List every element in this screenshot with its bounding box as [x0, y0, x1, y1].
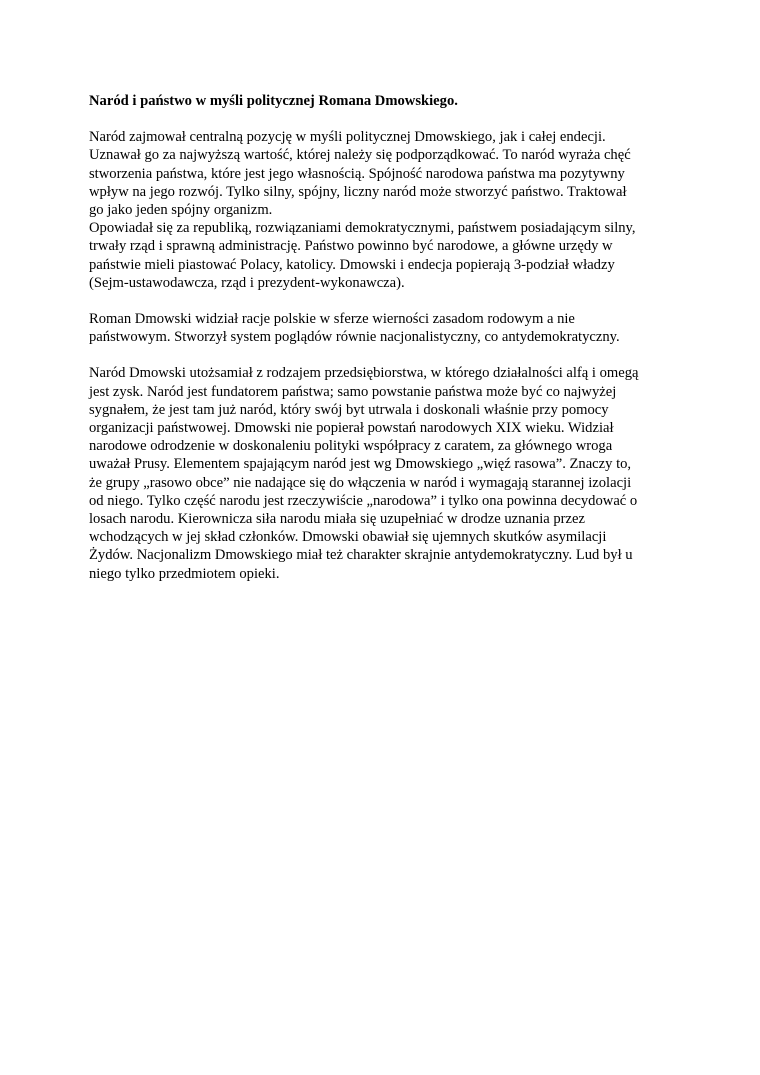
text-line: Roman Dmowski widział racje polskie w sferze wierności zasadom rodowym a nie: [89, 311, 575, 328]
text-line: jest zysk. Naród jest fundatorem państwa; samo powstanie państwa może być co najwyżej: [89, 383, 617, 400]
paragraph-1: [89, 128, 679, 219]
text-line: organizacji państwowej. Dmowski nie popierał powstań narodowych XIX wieku. Widział: [89, 420, 614, 437]
text-line: wpływ na jego rozwój. Tylko silny, spójny, liczny naród może stworzyć państwo. Traktował: [89, 183, 627, 200]
text-line: niego tylko przedmiotem opieki.: [89, 565, 280, 582]
text-line: (Sejm-ustawodawcza, rząd i prezydent-wykonawcza).: [89, 274, 405, 291]
text-line: uważał Prusy. Elementem spajającym naród jest wg Dmowskiego „więź rasowa”. Znaczy to,: [89, 456, 632, 473]
text-line: Opowiadał się za republiką, rozwiązaniami demokratycznymi, państwem posiadającym silny,: [89, 220, 636, 237]
document-page: [89, 92, 679, 583]
text-line: państwie mieli piastować Polacy, katolicy. Dmowski i endecja popierają 3-podział władzy: [89, 256, 615, 273]
text-line: Uznawał go za najwyższą wartość, której należy się podporządkować. To naród wyraża chęć: [89, 147, 631, 164]
text-line: od niego. Tylko część narodu jest rzeczywiście „narodowa” i tylko ona powinna decydować o: [89, 492, 638, 509]
text-line: stworzenia państwa, które jest jego własnością. Spójność narodowa państwa ma pozytywny: [89, 165, 625, 182]
text-line: losach narodu. Kierownicza siła narodu miała się uzupełniać w drodze uznania przez: [89, 511, 585, 528]
text-line: Żydów. Nacjonalizm Dmowskiego miał też charakter skrajnie antydemokratyczny. Lud był u: [89, 547, 633, 564]
document-title: Naród i państwo w myśli politycznej Romana Dmowskiego.: [89, 93, 458, 109]
text-line: wchodzących w jej skład członków. Dmowski obawiał się ujemnych skutków asymilacji: [89, 529, 607, 546]
text-line: go jako jeden spójny organizm.: [89, 202, 273, 219]
text-line: Naród Dmowski utożsamiał z rodzajem przedsiębiorstwa, w którego działalności alfą i omegą: [89, 365, 639, 382]
paragraph-4: [89, 364, 679, 582]
text-line: Naród zajmował centralną pozycję w myśli politycznej Dmowskiego, jak i całej endecji.: [89, 129, 606, 146]
text-line: sygnałem, że jest tam już naród, który swój byt utrwala i doskonali właśnie przy pomocy: [89, 401, 609, 418]
paragraph-gap: [89, 292, 679, 310]
paragraph-2: [89, 219, 679, 292]
text-line: narodowe odrodzenie w doskonaleniu polityki współpracy z caratem, za głównego wroga: [89, 438, 613, 455]
text-line: trwały rząd i sprawną administrację. Państwo powinno być narodowe, a główne urzędy w: [89, 238, 613, 255]
text-line: państwowym. Stworzył system poglądów równie nacjonalistyczny, co antydemokratyczny.: [89, 329, 620, 346]
paragraph-gap: [89, 346, 679, 364]
paragraph-3: [89, 310, 679, 346]
text-line: że grupy „rasowo obce” nie nadające się do włączenia w naród i wymagają starannej izolacji: [89, 474, 632, 491]
